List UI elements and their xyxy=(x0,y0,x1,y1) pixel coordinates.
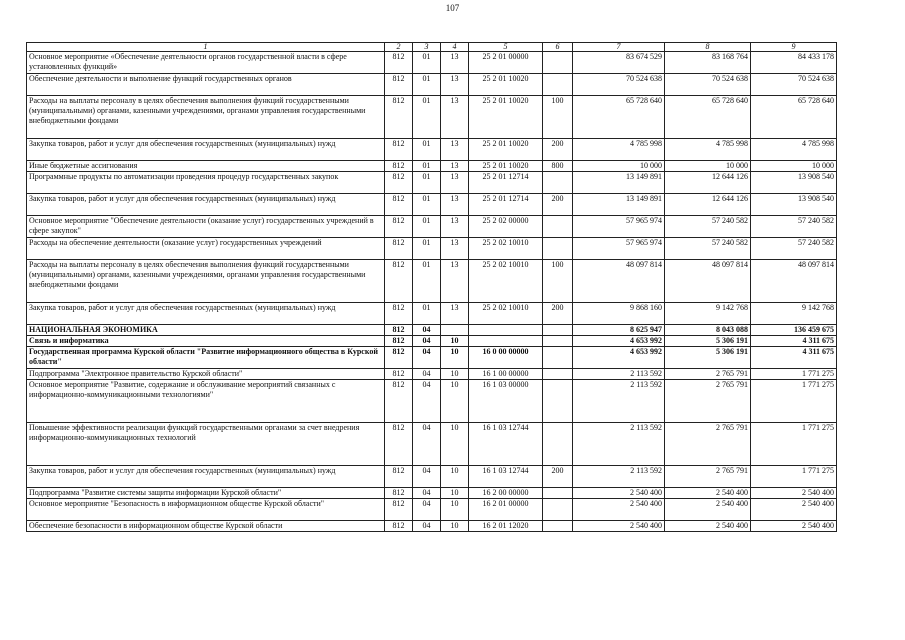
table-row xyxy=(27,194,837,216)
admin-code-cell: 812 xyxy=(385,161,413,172)
target-article-cell xyxy=(469,325,543,336)
row-name-cell: Обеспечение деятельности и выполнение функций государственных органов xyxy=(27,74,385,96)
amount-col7-cell: 10 000 xyxy=(573,161,665,172)
row-name-cell: Расходы на выплаты персоналу в целях обеспечения выполнения функций государственными (муниципальными) органами, казенными учреждениями, органами управления государственными внебюджетными фондами xyxy=(27,96,385,139)
table-row xyxy=(27,369,837,380)
amount-col9-cell: 57 240 582 xyxy=(751,216,837,238)
amount-col9-cell: 4 785 998 xyxy=(751,139,837,161)
expense-type-cell: 200 xyxy=(543,194,573,216)
amount-col7-cell: 70 524 638 xyxy=(573,74,665,96)
expense-type-cell xyxy=(543,172,573,194)
column-header: 6 xyxy=(543,43,573,52)
expense-type-cell xyxy=(543,347,573,369)
amount-col7-cell: 2 113 592 xyxy=(573,466,665,488)
row-name-cell: Основное мероприятие «Обеспечение деятельности органов государственной власти в сфере установленных функций» xyxy=(27,52,385,74)
amount-col8-cell: 83 168 764 xyxy=(665,52,751,74)
table-row xyxy=(27,52,837,74)
column-header: 2 xyxy=(385,43,413,52)
subsection-code-cell: 13 xyxy=(441,139,469,161)
section-code-cell: 04 xyxy=(413,325,441,336)
subsection-code-cell: 13 xyxy=(441,52,469,74)
expense-type-cell xyxy=(543,488,573,499)
section-code-cell: 04 xyxy=(413,380,441,423)
budget-table xyxy=(26,42,837,532)
section-code-cell: 01 xyxy=(413,260,441,303)
row-name-cell: Программные продукты по автоматизации проведения процедур государственных закупок xyxy=(27,172,385,194)
amount-col9-cell: 13 908 540 xyxy=(751,172,837,194)
section-code-cell: 04 xyxy=(413,499,441,521)
amount-col7-cell: 57 965 974 xyxy=(573,238,665,260)
amount-col8-cell: 48 097 814 xyxy=(665,260,751,303)
table-row xyxy=(27,347,837,369)
row-name-cell: Связь и информатика xyxy=(27,336,385,347)
target-article-cell: 25 2 01 00000 xyxy=(469,52,543,74)
section-code-cell: 04 xyxy=(413,369,441,380)
target-article-cell: 16 1 03 12744 xyxy=(469,423,543,466)
row-name-cell: Повышение эффективности реализации функций государственными органами за счет внедрения информационно-коммуникационных технологий xyxy=(27,423,385,466)
expense-type-cell xyxy=(543,238,573,260)
subsection-code-cell: 10 xyxy=(441,380,469,423)
subsection-code-cell: 10 xyxy=(441,369,469,380)
target-article-cell: 25 2 02 00000 xyxy=(469,216,543,238)
admin-code-cell: 812 xyxy=(385,194,413,216)
subsection-code-cell: 13 xyxy=(441,260,469,303)
admin-code-cell: 812 xyxy=(385,347,413,369)
amount-col7-cell: 2 113 592 xyxy=(573,380,665,423)
subsection-code-cell: 10 xyxy=(441,466,469,488)
table-row xyxy=(27,423,837,466)
amount-col7-cell: 8 625 947 xyxy=(573,325,665,336)
expense-type-cell xyxy=(543,380,573,423)
expense-type-cell xyxy=(543,336,573,347)
subsection-code-cell: 10 xyxy=(441,347,469,369)
row-name-cell: НАЦИОНАЛЬНАЯ ЭКОНОМИКА xyxy=(27,325,385,336)
row-name-cell: Обеспечение безопасности в информационном обществе Курской области xyxy=(27,521,385,532)
table-row xyxy=(27,139,837,161)
row-name-cell: Расходы на выплаты персоналу в целях обеспечения выполнения функций государственными (муниципальными) органами, казенными учреждениями, органами управления государственными внебюджетными фондами xyxy=(27,260,385,303)
admin-code-cell: 812 xyxy=(385,380,413,423)
section-code-cell: 01 xyxy=(413,303,441,325)
expense-type-cell xyxy=(543,74,573,96)
target-article-cell: 16 2 01 12020 xyxy=(469,521,543,532)
amount-col8-cell: 12 644 126 xyxy=(665,194,751,216)
amount-col9-cell: 1 771 275 xyxy=(751,369,837,380)
table-row xyxy=(27,161,837,172)
amount-col7-cell: 83 674 529 xyxy=(573,52,665,74)
target-article-cell: 25 2 01 12714 xyxy=(469,172,543,194)
section-code-cell: 01 xyxy=(413,52,441,74)
amount-col7-cell: 13 149 891 xyxy=(573,194,665,216)
amount-col7-cell: 13 149 891 xyxy=(573,172,665,194)
column-header: 4 xyxy=(441,43,469,52)
expense-type-cell xyxy=(543,216,573,238)
target-article-cell: 16 0 00 00000 xyxy=(469,347,543,369)
target-article-cell: 16 2 00 00000 xyxy=(469,488,543,499)
amount-col9-cell: 2 540 400 xyxy=(751,488,837,499)
subsection-code-cell: 13 xyxy=(441,194,469,216)
amount-col7-cell: 4 653 992 xyxy=(573,347,665,369)
amount-col8-cell: 5 306 191 xyxy=(665,336,751,347)
amount-col7-cell: 9 868 160 xyxy=(573,303,665,325)
amount-col8-cell: 70 524 638 xyxy=(665,74,751,96)
expense-type-cell: 200 xyxy=(543,303,573,325)
section-code-cell: 01 xyxy=(413,96,441,139)
subsection-code-cell xyxy=(441,325,469,336)
target-article-cell: 25 2 02 10010 xyxy=(469,303,543,325)
subsection-code-cell: 13 xyxy=(441,161,469,172)
subsection-code-cell: 13 xyxy=(441,238,469,260)
section-code-cell: 01 xyxy=(413,238,441,260)
subsection-code-cell: 13 xyxy=(441,172,469,194)
amount-col7-cell: 57 965 974 xyxy=(573,216,665,238)
admin-code-cell: 812 xyxy=(385,74,413,96)
amount-col8-cell: 2 540 400 xyxy=(665,499,751,521)
amount-col8-cell: 5 306 191 xyxy=(665,347,751,369)
expense-type-cell: 100 xyxy=(543,260,573,303)
admin-code-cell: 812 xyxy=(385,521,413,532)
row-name-cell: Закупка товаров, работ и услуг для обеспечения государственных (муниципальных) нужд xyxy=(27,303,385,325)
amount-col9-cell: 2 540 400 xyxy=(751,499,837,521)
table-row xyxy=(27,466,837,488)
admin-code-cell: 812 xyxy=(385,238,413,260)
amount-col8-cell: 2 765 791 xyxy=(665,369,751,380)
target-article-cell: 16 1 00 00000 xyxy=(469,369,543,380)
subsection-code-cell: 13 xyxy=(441,303,469,325)
target-article-cell xyxy=(469,336,543,347)
admin-code-cell: 812 xyxy=(385,216,413,238)
table-row xyxy=(27,499,837,521)
amount-col9-cell: 65 728 640 xyxy=(751,96,837,139)
row-name-cell: Закупка товаров, работ и услуг для обеспечения государственных (муниципальных) нужд xyxy=(27,139,385,161)
admin-code-cell: 812 xyxy=(385,499,413,521)
expense-type-cell: 800 xyxy=(543,161,573,172)
expense-type-cell xyxy=(543,499,573,521)
table-row xyxy=(27,96,837,139)
table-row xyxy=(27,260,837,303)
row-name-cell: Закупка товаров, работ и услуг для обеспечения государственных (муниципальных) нужд xyxy=(27,466,385,488)
row-name-cell: Основное мероприятие "Обеспечение деятельности (оказание услуг) государственных учреждений в сфере закупок" xyxy=(27,216,385,238)
expense-type-cell xyxy=(543,52,573,74)
table-row xyxy=(27,380,837,423)
target-article-cell: 25 2 01 10020 xyxy=(469,161,543,172)
section-code-cell: 04 xyxy=(413,488,441,499)
table-row xyxy=(27,488,837,499)
section-code-cell: 04 xyxy=(413,521,441,532)
subsection-code-cell: 10 xyxy=(441,499,469,521)
target-article-cell: 25 2 01 10020 xyxy=(469,139,543,161)
table-row xyxy=(27,325,837,336)
target-article-cell: 25 2 02 10010 xyxy=(469,260,543,303)
admin-code-cell: 812 xyxy=(385,325,413,336)
target-article-cell: 16 1 03 12744 xyxy=(469,466,543,488)
amount-col9-cell: 9 142 768 xyxy=(751,303,837,325)
row-name-cell: Основное мероприятие "Развитие, содержание и обслуживание мероприятий связанных с информационно-коммуникационными технологиями" xyxy=(27,380,385,423)
amount-col9-cell: 1 771 275 xyxy=(751,466,837,488)
amount-col8-cell: 4 785 998 xyxy=(665,139,751,161)
amount-col9-cell: 10 000 xyxy=(751,161,837,172)
admin-code-cell: 812 xyxy=(385,172,413,194)
section-code-cell: 01 xyxy=(413,139,441,161)
expense-type-cell xyxy=(543,521,573,532)
subsection-code-cell: 10 xyxy=(441,423,469,466)
admin-code-cell: 812 xyxy=(385,466,413,488)
amount-col9-cell: 48 097 814 xyxy=(751,260,837,303)
expense-type-cell xyxy=(543,423,573,466)
admin-code-cell: 812 xyxy=(385,369,413,380)
section-code-cell: 01 xyxy=(413,172,441,194)
amount-col9-cell: 1 771 275 xyxy=(751,380,837,423)
amount-col9-cell: 57 240 582 xyxy=(751,238,837,260)
amount-col8-cell: 2 765 791 xyxy=(665,380,751,423)
amount-col7-cell: 65 728 640 xyxy=(573,96,665,139)
table-row xyxy=(27,172,837,194)
amount-col8-cell: 8 043 088 xyxy=(665,325,751,336)
amount-col9-cell: 136 459 675 xyxy=(751,325,837,336)
row-name-cell: Подпрограмма "Развитие системы защиты информации Курской области" xyxy=(27,488,385,499)
table-row xyxy=(27,216,837,238)
amount-col8-cell: 65 728 640 xyxy=(665,96,751,139)
subsection-code-cell: 13 xyxy=(441,74,469,96)
target-article-cell: 25 2 01 10020 xyxy=(469,96,543,139)
amount-col8-cell: 2 765 791 xyxy=(665,423,751,466)
amount-col7-cell: 2 540 400 xyxy=(573,488,665,499)
admin-code-cell: 812 xyxy=(385,139,413,161)
expense-type-cell xyxy=(543,325,573,336)
row-name-cell: Подпрограмма "Электронное правительство Курской области" xyxy=(27,369,385,380)
target-article-cell: 25 2 02 10010 xyxy=(469,238,543,260)
target-article-cell: 25 2 01 10020 xyxy=(469,74,543,96)
section-code-cell: 04 xyxy=(413,423,441,466)
amount-col9-cell: 4 311 675 xyxy=(751,336,837,347)
subsection-code-cell: 13 xyxy=(441,96,469,139)
section-code-cell: 04 xyxy=(413,347,441,369)
table-row xyxy=(27,521,837,532)
target-article-cell: 16 2 01 00000 xyxy=(469,499,543,521)
row-name-cell: Иные бюджетные ассигнования xyxy=(27,161,385,172)
row-name-cell: Закупка товаров, работ и услуг для обеспечения государственных (муниципальных) нужд xyxy=(27,194,385,216)
amount-col8-cell: 2 540 400 xyxy=(665,521,751,532)
amount-col8-cell: 12 644 126 xyxy=(665,172,751,194)
table-row xyxy=(27,74,837,96)
table-row xyxy=(27,303,837,325)
column-header: 8 xyxy=(665,43,751,52)
amount-col9-cell: 70 524 638 xyxy=(751,74,837,96)
admin-code-cell: 812 xyxy=(385,260,413,303)
column-header: 9 xyxy=(751,43,837,52)
admin-code-cell: 812 xyxy=(385,303,413,325)
admin-code-cell: 812 xyxy=(385,96,413,139)
expense-type-cell: 200 xyxy=(543,139,573,161)
section-code-cell: 01 xyxy=(413,74,441,96)
admin-code-cell: 812 xyxy=(385,488,413,499)
column-header: 7 xyxy=(573,43,665,52)
amount-col9-cell: 84 433 178 xyxy=(751,52,837,74)
admin-code-cell: 812 xyxy=(385,52,413,74)
amount-col9-cell: 4 311 675 xyxy=(751,347,837,369)
row-name-cell: Расходы на обеспечение деятельности (оказание услуг) государственных учреждений xyxy=(27,238,385,260)
amount-col8-cell: 57 240 582 xyxy=(665,238,751,260)
row-name-cell: Государственная программа Курской области "Развитие информационного общества в Курской области" xyxy=(27,347,385,369)
page-number: 107 xyxy=(445,3,460,13)
section-code-cell: 04 xyxy=(413,466,441,488)
amount-col9-cell: 13 908 540 xyxy=(751,194,837,216)
table-row xyxy=(27,238,837,260)
amount-col8-cell: 10 000 xyxy=(665,161,751,172)
amount-col8-cell: 57 240 582 xyxy=(665,216,751,238)
target-article-cell: 25 2 01 12714 xyxy=(469,194,543,216)
section-code-cell: 01 xyxy=(413,216,441,238)
header-row xyxy=(27,43,837,52)
amount-col8-cell: 2 765 791 xyxy=(665,466,751,488)
amount-col7-cell: 4 785 998 xyxy=(573,139,665,161)
expense-type-cell: 200 xyxy=(543,466,573,488)
row-name-cell: Основное мероприятие "Безопасность в информационном обществе Курской области" xyxy=(27,499,385,521)
amount-col9-cell: 2 540 400 xyxy=(751,521,837,532)
section-code-cell: 04 xyxy=(413,336,441,347)
amount-col8-cell: 9 142 768 xyxy=(665,303,751,325)
section-code-cell: 01 xyxy=(413,161,441,172)
amount-col7-cell: 4 653 992 xyxy=(573,336,665,347)
subsection-code-cell: 10 xyxy=(441,488,469,499)
amount-col9-cell: 1 771 275 xyxy=(751,423,837,466)
admin-code-cell: 812 xyxy=(385,336,413,347)
amount-col7-cell: 2 113 592 xyxy=(573,423,665,466)
amount-col8-cell: 2 540 400 xyxy=(665,488,751,499)
expense-type-cell: 100 xyxy=(543,96,573,139)
subsection-code-cell: 10 xyxy=(441,521,469,532)
subsection-code-cell: 13 xyxy=(441,216,469,238)
table-row xyxy=(27,336,837,347)
column-header: 3 xyxy=(413,43,441,52)
section-code-cell: 01 xyxy=(413,194,441,216)
column-header: 1 xyxy=(27,43,385,52)
amount-col7-cell: 2 113 592 xyxy=(573,369,665,380)
admin-code-cell: 812 xyxy=(385,423,413,466)
target-article-cell: 16 1 03 00000 xyxy=(469,380,543,423)
amount-col7-cell: 48 097 814 xyxy=(573,260,665,303)
expense-type-cell xyxy=(543,369,573,380)
column-header: 5 xyxy=(469,43,543,52)
amount-col7-cell: 2 540 400 xyxy=(573,499,665,521)
subsection-code-cell: 10 xyxy=(441,336,469,347)
amount-col7-cell: 2 540 400 xyxy=(573,521,665,532)
